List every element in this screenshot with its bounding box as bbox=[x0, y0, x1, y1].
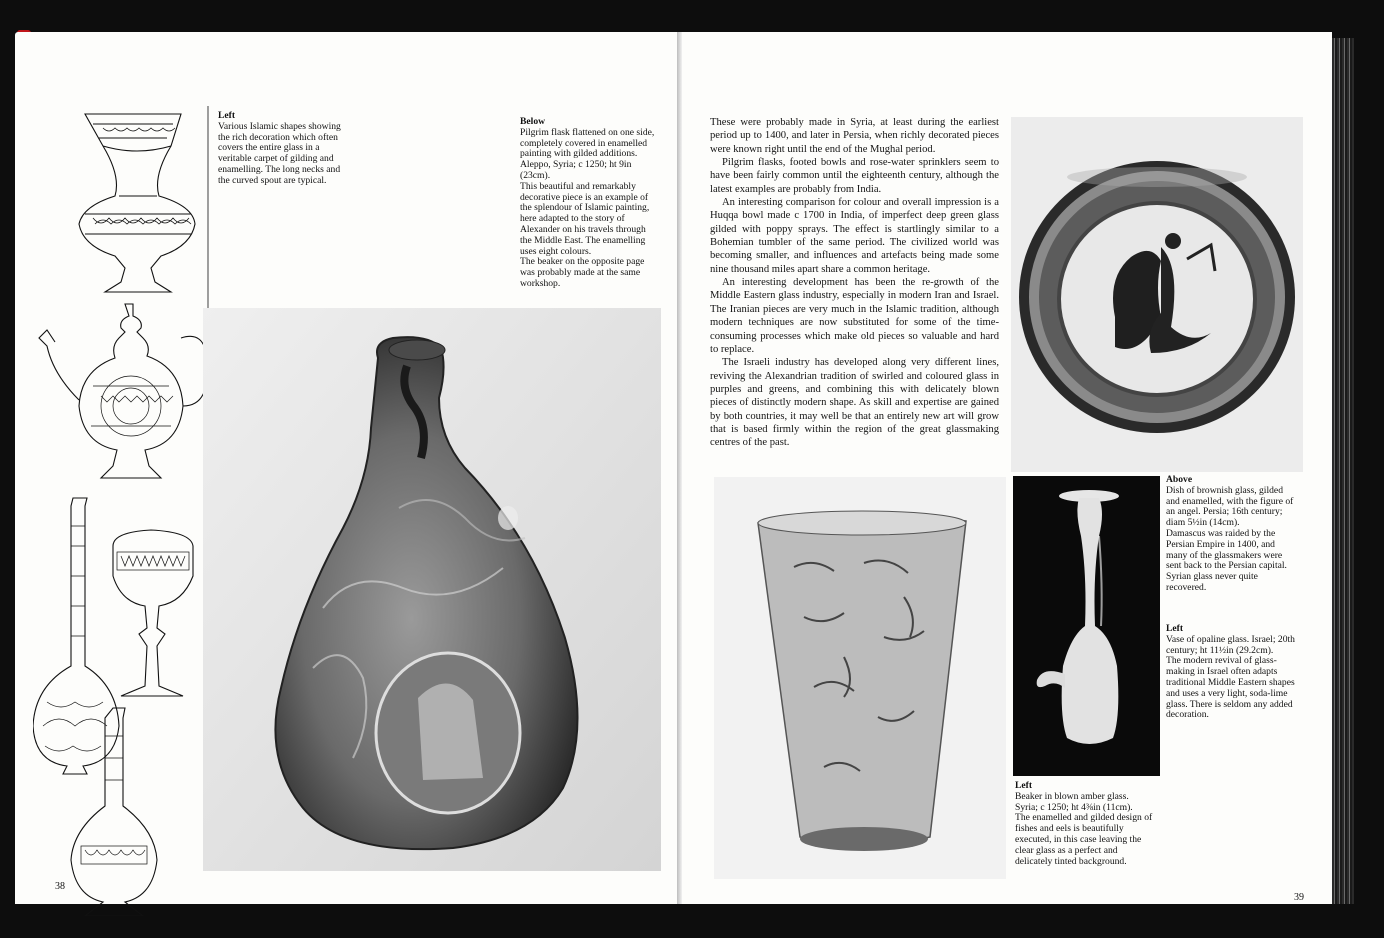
caption-heading: Below bbox=[520, 116, 546, 127]
caption-text-2: The enamelled and gilded design of fishes and eels is beautifully executed, in this case leaving the clear glass as a perfect and delicately tinted background. bbox=[1015, 812, 1153, 867]
caption-opaline-vase bbox=[1166, 624, 1298, 721]
caption-heading: Left bbox=[1166, 623, 1184, 634]
caption-text: Various Islamic shapes showing the rich decoration which often covers the entire glass in a veritable carpet of gilding and enamelling. The long necks and the curved spout are typical. bbox=[218, 120, 341, 186]
body-paragraph: These were probably made in Syria, at least during the earliest period up to 1400, and later in Persia, when richly decorated pieces were known right until the end of the Mughal period. bbox=[710, 117, 999, 155]
left-page bbox=[15, 32, 677, 904]
caption-text-2: The modern revival of glass-making in Israel often adapts traditional Middle Eastern shapes and uses a very light, soda-lime glass. There is seldom any added decoration. bbox=[1166, 655, 1295, 721]
caption-text-2: This beautiful and remarkably decorative piece is an example of the splendour of Islamic painting, here adapted to the story of Alexander on his travels through the Middle East. The enamelling uses eight colours. bbox=[520, 180, 650, 257]
angel-dish-photo bbox=[1011, 117, 1303, 472]
body-paragraph: The Israeli industry has developed along very different lines, reviving the Alexandrian tradition of swirled and coloured glass in purples and greens, and combining this with delicately blown pieces of distinctly modern shape. As skill and expertise are gained by both countries, it may well be that an entirely new art will grow that is based firmly within the region of the great glassmaking centres of the past. bbox=[710, 357, 999, 449]
page-number: 38 bbox=[55, 881, 65, 892]
body-paragraph: An interesting development has been the re-growth of the Middle Eastern glass industry, especially in modern Iran and Israel. The Iranian pieces are very much in the Islamic tradition, although modern techniques are now substituted for some of the time-consuming processes which make old pieces so valuable and hard to replace. bbox=[710, 277, 999, 355]
body-paragraph: Pilgrim flasks, footed bowls and rose-water sprinklers seem to have been fairly common until the eighteenth century, although the latest examples are probably from India. bbox=[710, 157, 999, 195]
caption-angel-dish bbox=[1166, 475, 1298, 594]
caption-text: Dish of brownish glass, gilded and enamelled, with the figure of an angel. Persia; 16th century; diam 5½in (14cm). bbox=[1166, 484, 1294, 529]
body-text bbox=[710, 116, 999, 450]
page-number: 39 bbox=[1294, 892, 1304, 903]
fish-beaker-photo bbox=[714, 477, 1006, 879]
caption-various-shapes bbox=[218, 111, 346, 187]
caption-text: Vase of opaline glass. Israel; 20th century; ht 11½in (29.2cm). bbox=[1166, 633, 1295, 656]
caption-text-2: Damascus was raided by the Persian Empire in 1400, and many of the glassmakers were sent back to the Persian capital. Syrian glass never quite recovered. bbox=[1166, 527, 1287, 593]
caption-text: Beaker in blown amber glass. Syria; c 1250; ht 4⅜in (11cm). bbox=[1015, 790, 1133, 813]
book-edge-right bbox=[1332, 38, 1354, 904]
opaline-vase-photo bbox=[1013, 476, 1160, 776]
right-page bbox=[682, 32, 1332, 904]
caption-fish-beaker bbox=[1015, 781, 1153, 867]
islamic-vessel-drawings-icon bbox=[33, 106, 213, 916]
caption-text: Pilgrim flask flattened on one side, completely covered in enamelled painting with gilded additions. Aleppo, Syria; c 1250; ht 9in (23cm). bbox=[520, 126, 655, 181]
caption-heading: Left bbox=[218, 110, 236, 121]
body-paragraph: An interesting comparison for colour and overall impression is a Huqqa bowl made c 1700 in India, of imperfect deep green glass gilded with poppy sprays. The effect is startlingly similar to a Bohemian tumbler of the same period. The civilized world was becoming smaller, and influences and artefacts being made some nine thousand miles apart share a common heritage. bbox=[710, 197, 999, 275]
pilgrim-flask-photo bbox=[203, 308, 661, 871]
caption-text-3: The beaker on the opposite page was probably made at the same workshop. bbox=[520, 256, 645, 289]
caption-pilgrim-flask bbox=[520, 117, 658, 290]
caption-heading: Left bbox=[1015, 780, 1033, 791]
caption-heading: Above bbox=[1166, 474, 1193, 485]
